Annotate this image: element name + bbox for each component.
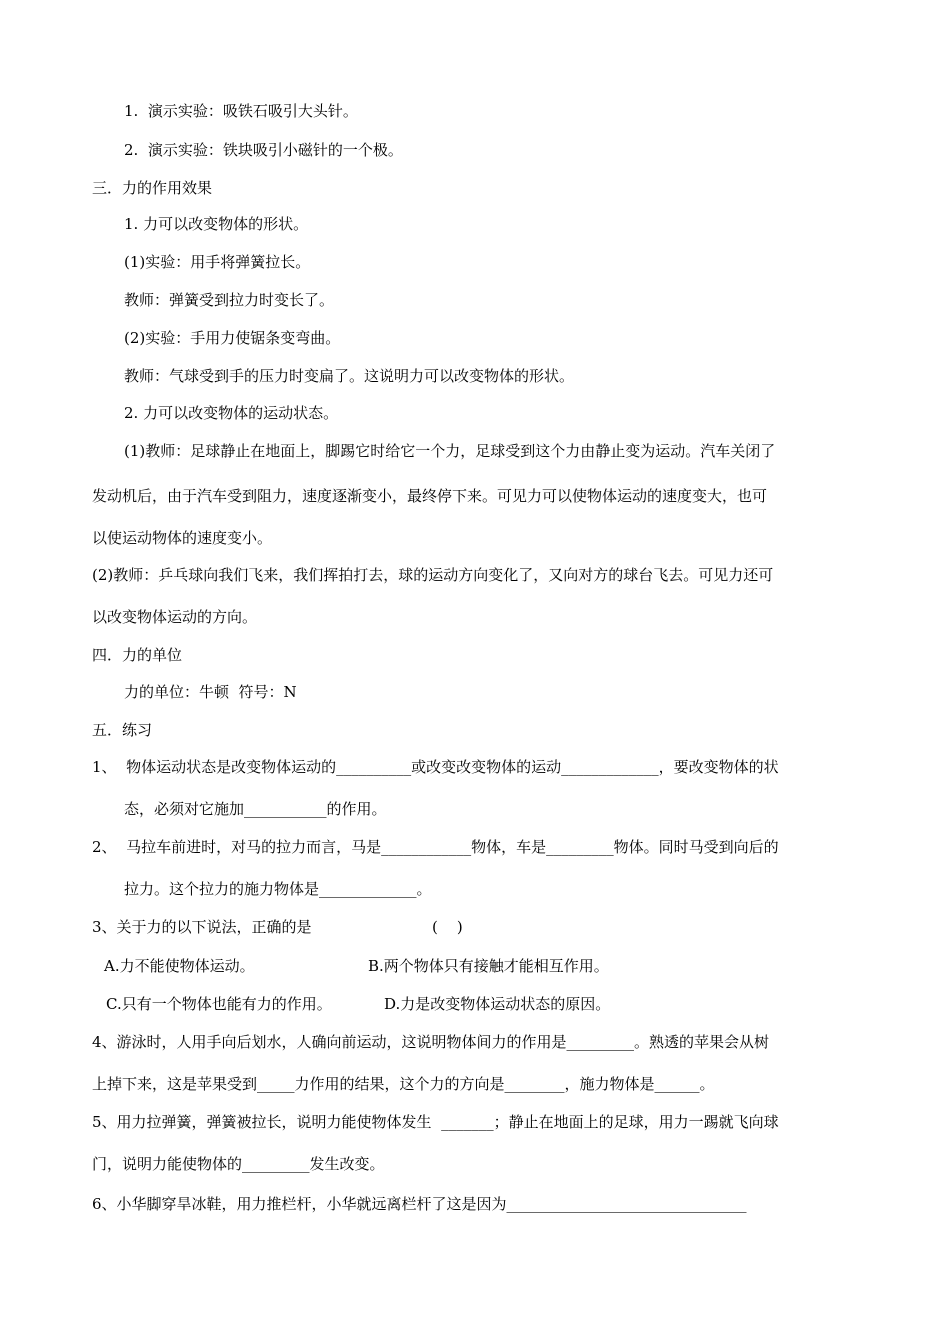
exercise-3-question: 3、关于力的以下说法，正确的是 (92, 918, 312, 936)
experiment-2: (2)实验：手用力使锯条变弯曲。 (124, 329, 341, 347)
force-unit-line: 力的单位：牛顿 符号：N (124, 683, 297, 701)
exercise-2-line-1: 2、 马拉车前进时，对马的拉力而言，马是____________物体，车是_________物体。同时马受到向后的 (92, 838, 779, 856)
paragraph-2-line-2: 以改变物体运动的方向。 (92, 608, 258, 626)
exercise-3-answer-bracket: ( ) (432, 918, 463, 936)
exercise-3-option-c: C.只有一个物体也能有力的作用。 (106, 995, 332, 1013)
point-2-heading: 2. 力可以改变物体的运动状态。 (124, 404, 339, 422)
exercise-5-line-1: 5、用力拉弹簧，弹簧被拉长，说明力能使物体发生 _______；静止在地面上的足球，用力一踢就飞向球 (92, 1113, 779, 1131)
exercise-5-line-2: 门，说明力能使物体的_________发生改变。 (92, 1155, 385, 1173)
exercise-1-line-2: 态，必须对它施加___________的作用。 (124, 800, 387, 818)
demo-experiment-2: 2. 演示实验：铁块吸引小磁针的一个极。 (124, 141, 403, 159)
paragraph-2-line-1: (2)教师：乒乓球向我们飞来，我们挥拍打去，球的运动方向变化了，又向对方的球台飞去。可见力还可 (92, 566, 774, 584)
section-heading-3: 三．力的作用效果 (92, 179, 213, 197)
exercise-6-line-1: 6、小华脚穿旱冰鞋，用力推栏杆，小华就远离栏杆了这是因为________________________________ (92, 1195, 747, 1213)
teacher-remark-1: 教师：弹簧受到拉力时变长了。 (124, 291, 335, 309)
experiment-1: (1)实验：用手将弹簧拉长。 (124, 253, 311, 271)
paragraph-1-line-3: 以使运动物体的速度变小。 (92, 529, 273, 547)
paragraph-1-line-2: 发动机后，由于汽车受到阻力，速度逐渐变小，最终停下来。可见力可以使物体运动的速度变大，也可 (92, 487, 768, 505)
paragraph-1-line-1: (1)教师：足球静止在地面上，脚踢它时给它一个力，足球受到这个力由静止变为运动。汽车关闭了 (124, 442, 776, 460)
exercise-4-line-1: 4、游泳时，人用手向后划水，人确向前运动，这说明物体间力的作用是_________。熟透的苹果会从树 (92, 1033, 770, 1051)
point-1-heading: 1. 力可以改变物体的形状。 (124, 215, 309, 233)
demo-experiment-1: 1. 演示实验：吸铁石吸引大头针。 (124, 102, 358, 120)
exercise-2-line-2: 拉力。这个拉力的施力物体是_____________。 (124, 880, 432, 898)
exercise-3-option-b: B.两个物体只有接触才能相互作用。 (368, 957, 609, 975)
section-heading-5: 五．练习 (92, 721, 153, 739)
exercise-4-line-2: 上掉下来，这是苹果受到_____力作用的结果，这个力的方向是________，施力物体是______。 (92, 1075, 715, 1093)
exercise-1-line-1: 1、 物体运动状态是改变物体运动的__________或改变改变物体的运动_____________，要改变物体的状 (92, 758, 779, 776)
exercise-3-option-d: D.力是改变物体运动状态的原因。 (384, 995, 611, 1013)
exercise-3-option-a: A.力不能使物体运动。 (104, 957, 255, 975)
section-heading-4: 四．力的单位 (92, 646, 183, 664)
teacher-remark-2: 教师：气球受到手的压力时变扁了。这说明力可以改变物体的形状。 (124, 367, 575, 385)
